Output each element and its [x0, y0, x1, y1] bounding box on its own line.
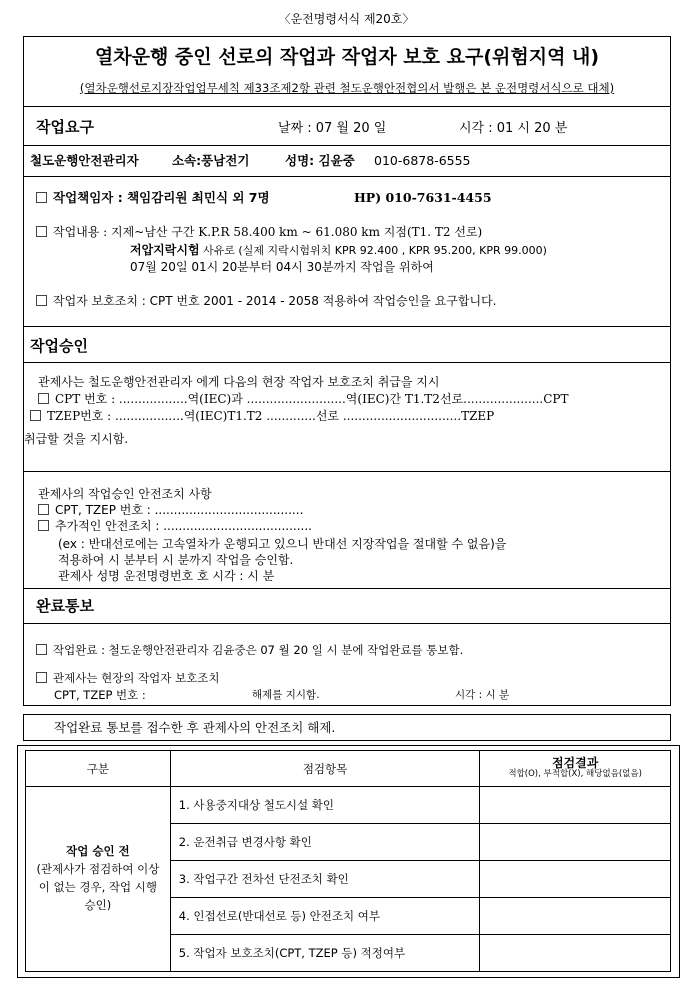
completion-line3c: 시각 : 시 분 — [455, 689, 510, 701]
checkbox[interactable] — [36, 295, 47, 306]
supervisor-hp: HP) 010-7631-4455 — [354, 190, 492, 205]
safety-cpt-row — [38, 503, 303, 518]
work-content-line2 — [130, 243, 547, 258]
safety-line2: 추가적인 안전조치 : ....................................... — [55, 519, 312, 533]
checkbox[interactable] — [38, 393, 49, 404]
work-content-test: 저압지락시험 — [130, 243, 200, 257]
checkbox[interactable] — [30, 410, 41, 421]
checkbox[interactable] — [36, 644, 47, 655]
protection-text: 작업자 보호조치 : CPT 번호 2001 - 2014 - 2058 적용하여 작업승인을 요구합니다. — [53, 294, 497, 308]
completion-line3a: CPT, TZEP 번호 : — [54, 688, 146, 702]
completion-heading: 완료통보 — [36, 597, 94, 615]
checkbox[interactable] — [38, 520, 49, 531]
approval-heading: 작업승인 — [30, 337, 88, 355]
approval-line3: TZEP번호 : ..................역(IEC)T1.T2 .............선로 ...............................TZEP — [47, 409, 495, 423]
check-result[interactable] — [480, 861, 671, 898]
group-title: 작업 승인 전 — [66, 844, 130, 859]
approval-line1: 관제사는 철도운행안전관리자 에게 다음의 현장 작업자 보호조치 취급을 지시 — [38, 375, 440, 389]
safety-line1: CPT, TZEP 번호 : ....................................... — [55, 503, 304, 517]
col-result-sub: 적합(O), 부적합(X), 해당없음(없음) — [508, 769, 642, 780]
checkbox[interactable] — [36, 192, 47, 203]
completion-row2 — [36, 671, 220, 685]
check-result[interactable] — [480, 824, 671, 861]
form-number: 〈운전명령서식 제20호〉 — [278, 12, 415, 26]
safety-line4: 적용하여 시 분부터 시 분까지 작업을 승인함. — [58, 553, 294, 567]
supervisor-row — [36, 190, 270, 206]
group-desc: (관제사가 점검하여 이상이 없는 경우, 작업 시행 승인) — [36, 862, 160, 912]
completion-line2: 관제사는 현장의 작업자 보호조치 — [53, 671, 220, 685]
completion-row1 — [36, 643, 463, 657]
checkbox[interactable] — [36, 226, 47, 237]
checkbox[interactable] — [36, 672, 47, 683]
check-item: 3. 작업구간 전차선 단전조치 확인 — [170, 861, 480, 898]
checkbox[interactable] — [38, 504, 49, 515]
manager-affiliation: 소속:풍남전기 — [172, 153, 250, 168]
manager-name: 성명: 김윤중 — [285, 153, 355, 168]
check-item: 1. 사용중지대상 철도시설 확인 — [170, 787, 480, 824]
supervisor-text: 작업책임자 : 책임감리원 최민식 외 7명 — [53, 190, 270, 205]
form-title: 열차운행 중인 선로의 작업과 작업자 보호 요구(위험지역 내) — [94, 46, 600, 68]
checklist-table — [25, 750, 671, 972]
release-note: 작업완료 통보를 접수한 후 관제사의 안전조치 해제. — [54, 720, 336, 735]
group-cell — [26, 787, 171, 972]
request-time: 시각 : 01 시 20 분 — [459, 121, 568, 136]
protection-row — [36, 294, 496, 309]
col-result — [480, 751, 671, 787]
safety-line5: 관제사 성명 운전명령번호 호 시각 : 시 분 — [58, 569, 275, 583]
approval-cpt-row — [38, 392, 569, 407]
check-result[interactable] — [480, 898, 671, 935]
work-content-line1: 작업내용 : 지제~남산 구간 K.P.R 58.400 km ~ 61.080 km 지점(T1. T2 선로) — [53, 225, 483, 239]
check-item: 4. 인접선로(반대선로 등) 안전조치 여부 — [170, 898, 480, 935]
request-heading: 작업요구 — [36, 118, 94, 136]
safety-line3: (ex : 반대선로에는 고속열차가 운행되고 있으니 반대선 지장작업을 절대할 수 없음)을 — [58, 537, 507, 551]
manager-phone: 010-6878-6555 — [374, 153, 471, 168]
work-content-line3: 07월 20일 01시 20분부터 04시 30분까지 작업을 위하여 — [130, 260, 434, 274]
check-item: 2. 운전취급 변경사항 확인 — [170, 824, 480, 861]
completion-line1: 작업완료 : 철도운행안전관리자 김윤중은 07 월 20 일 시 분에 작업완료를 통보함. — [53, 643, 464, 657]
approval-tzep-row — [30, 409, 494, 424]
check-result[interactable] — [480, 935, 671, 972]
work-content-row — [36, 225, 482, 240]
approval-line2: CPT 번호 : ..................역(IEC)과 ..........................역(IEC)간 T1.T2선로.....................CPT — [55, 392, 569, 406]
request-date: 날짜 : 07 월 20 일 — [278, 121, 387, 136]
approval-line4: 취급할 것을 지시함. — [24, 432, 129, 446]
form-subtitle: (열차운행선로지장작업업무세칙 제33조제2항 관련 철도운행안전협의서 발행은 본 운전명령서식으로 대체) — [79, 81, 615, 95]
work-content-reason: 사유로 (실제 지락시험위치 KPR 92.400 , KPR 95.200, KPR 99.000) — [199, 244, 547, 257]
safety-title: 관제사의 작업승인 안전조치 사항 — [38, 487, 212, 501]
col-result-title: 점검결과 — [551, 756, 599, 771]
col-category: 구분 — [26, 751, 171, 787]
check-result[interactable] — [480, 787, 671, 824]
completion-line3b: 해제를 지시함. — [252, 689, 320, 701]
manager-label: 철도운행안전관리자 — [30, 153, 139, 168]
col-item: 점검항목 — [170, 751, 480, 787]
check-item: 5. 작업자 보호조치(CPT, TZEP 등) 적정여부 — [170, 935, 480, 972]
safety-extra-row — [38, 519, 312, 534]
